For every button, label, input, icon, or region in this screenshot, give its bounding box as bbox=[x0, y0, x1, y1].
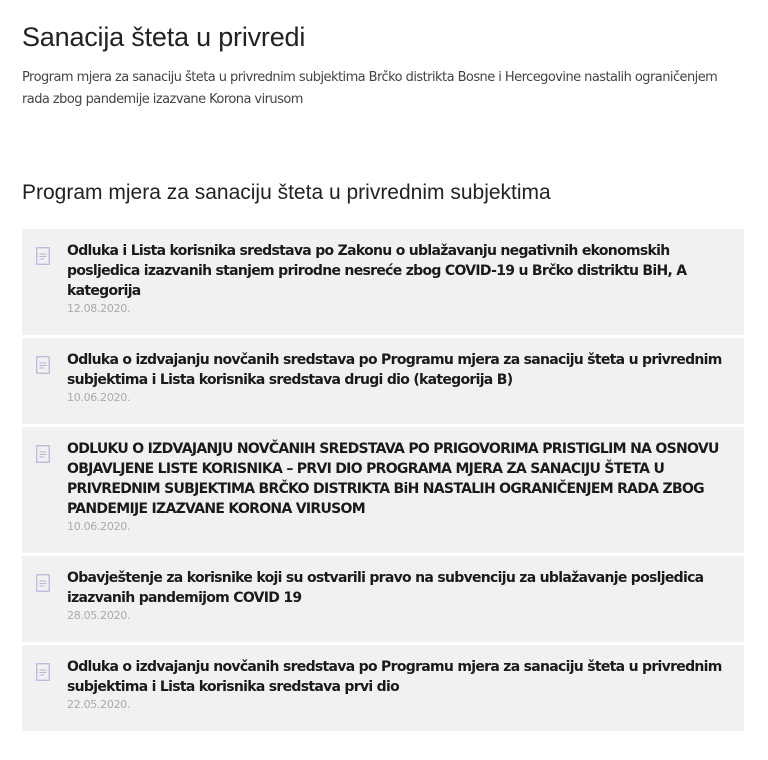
page-intro: Program mjera za sanaciju šteta u privrednim subjektima Brčko distrikta Bosne i Hercegovine nastalih ograničenjem rada zbog pandemije izazvane Korona virusom bbox=[22, 70, 718, 107]
document-date: 10.06.2020. bbox=[67, 391, 131, 404]
document-link[interactable]: Obavještenje za korisnike koji su ostvarili pravo na subvenciju za ublažavanje posljedica izazvanih pandemijom COVID 19 bbox=[67, 570, 704, 606]
document-date: 12.08.2020. bbox=[67, 302, 131, 315]
document-icon bbox=[36, 574, 50, 592]
document-icon bbox=[36, 445, 50, 463]
document-date: 10.06.2020. bbox=[67, 520, 131, 533]
document-icon bbox=[36, 356, 50, 374]
document-list bbox=[22, 229, 744, 734]
document-link[interactable]: Odluka o izdvajanju novčanih sredstava po Programu mjera za sanaciju šteta u privrednim subjektima i Lista korisnika sredstava drugi dio (kategorija B) bbox=[67, 352, 722, 388]
document-icon bbox=[36, 247, 50, 265]
page-title: Sanacija šteta u privredi bbox=[22, 22, 306, 52]
section-title: Program mjera za sanaciju šteta u privrednim subjektima bbox=[22, 181, 551, 204]
document-date: 22.05.2020. bbox=[67, 698, 131, 711]
document-link[interactable]: Odluka i Lista korisnika sredstava po Zakonu o ublažavanju negativnih ekonomskih posljedica izazvanih stanjem prirodne nesreće zbog COVID-19 u Brčko distriktu BiH, A kategorija bbox=[67, 243, 687, 299]
document-item[interactable] bbox=[22, 645, 744, 731]
document-link[interactable]: ODLUKU O IZDVAJANJU NOVČANIH SREDSTAVA PO PRIGOVORIMA PRISTIGLIM NA OSNOVU OBJAVLJENE LISTE KORISNIKA – PRVI DIO PROGRAMA MJERA ZA SANACIJU ŠTETA U PRIVREDNIM SUBJEKTIMA BRČKO DISTRIKTA BiH NASTALIH OGRANIČENJEM RADA ZBOG PANDEMIJE IZAZVANE KORONA VIRUSOM bbox=[67, 441, 719, 517]
document-icon bbox=[36, 663, 50, 681]
document-link[interactable]: Odluka o izdvajanju novčanih sredstava po Programu mjera za sanaciju šteta u privrednim subjektima i Lista korisnika sredstava prvi dio bbox=[67, 659, 722, 695]
document-item[interactable] bbox=[22, 338, 744, 424]
document-date: 28.05.2020. bbox=[67, 609, 131, 622]
document-item[interactable] bbox=[22, 556, 744, 642]
document-item[interactable] bbox=[22, 229, 744, 335]
document-item[interactable] bbox=[22, 427, 744, 553]
